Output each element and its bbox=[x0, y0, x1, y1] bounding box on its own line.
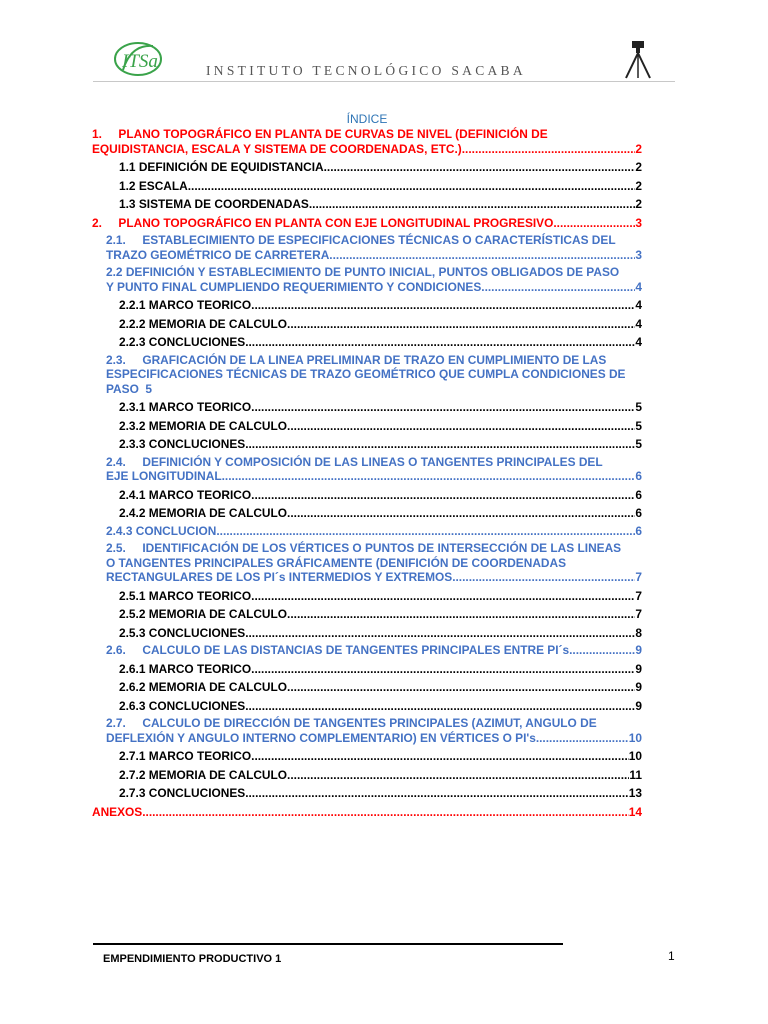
toc-dot-leader bbox=[569, 643, 635, 658]
institution-name: INSTITUTO TECNOLÓGICO SACABA bbox=[206, 63, 526, 78]
toc-page-number: 2 bbox=[635, 160, 642, 174]
toc-entry-line bbox=[119, 506, 642, 521]
toc-entry-label: 2.6.2 MEMORIA DE CALCULO bbox=[119, 680, 288, 694]
toc-page-number: 4 bbox=[635, 279, 642, 294]
toc-entry-label: 2.3.1 MARCO TEORICO bbox=[119, 400, 252, 414]
toc-entry-label: 2. PLANO TOPOGRÁFICO EN PLANTA CON EJE LONGITUDINAL PROGRESIVO bbox=[92, 215, 554, 230]
toc-dot-leader bbox=[251, 749, 629, 764]
toc-entry-label: 2.2.2 MEMORIA DE CALCULO bbox=[119, 316, 288, 331]
footer-divider bbox=[93, 943, 563, 945]
toc-dot-leader bbox=[287, 768, 629, 783]
toc-dot-leader bbox=[251, 400, 635, 415]
toc-entry-line bbox=[106, 248, 642, 263]
toc-entry-label: 1.3 SISTEMA DE COORDENADAS bbox=[119, 197, 309, 211]
toc-entry-line bbox=[119, 589, 642, 604]
toc-entry-label: 2.2.1 MARCO TEORICO bbox=[119, 298, 252, 312]
toc-page-number: 6 bbox=[635, 487, 642, 502]
toc-page-number: 5 bbox=[635, 418, 642, 433]
toc-dot-leader bbox=[222, 469, 636, 484]
toc-page-number: 14 bbox=[628, 804, 642, 819]
toc-entry-label: 2.7.1 MARCO TEORICO bbox=[119, 749, 252, 763]
toc-entry[interactable] bbox=[92, 805, 642, 820]
toc-entry[interactable] bbox=[92, 127, 642, 156]
page-number: 1 bbox=[668, 949, 675, 963]
toc-dot-leader bbox=[245, 626, 635, 641]
toc-page-number: 10 bbox=[628, 730, 642, 745]
toc-entry-label: EQUIDISTANCIA, ESCALA Y SISTEMA DE COORDENADAS, ETC.) bbox=[92, 141, 462, 156]
toc-entry[interactable] bbox=[92, 716, 642, 745]
toc-page-number: 2 bbox=[635, 141, 642, 156]
toc-entry[interactable] bbox=[92, 160, 642, 175]
toc-entry[interactable] bbox=[92, 786, 642, 801]
toc-page-number: 9 bbox=[635, 698, 642, 713]
toc-entry[interactable] bbox=[92, 400, 642, 415]
toc-entry-label: TRAZO GEOMÉTRICO DE CARRETERA bbox=[106, 247, 330, 262]
toc-dot-leader bbox=[287, 680, 635, 695]
toc-entry-line bbox=[119, 626, 642, 641]
toc-entry[interactable] bbox=[92, 541, 642, 585]
toc-entry[interactable] bbox=[92, 626, 642, 641]
toc-entry[interactable] bbox=[92, 353, 642, 397]
toc-entry[interactable] bbox=[92, 197, 642, 212]
toc-entry-label: Y PUNTO FINAL CUMPLIENDO REQUERIMIENTO Y CONDICIONES bbox=[106, 279, 482, 294]
toc-entry[interactable] bbox=[92, 506, 642, 521]
toc-page-number: 6 bbox=[635, 469, 642, 483]
toc-entry[interactable] bbox=[92, 265, 642, 294]
toc-entry[interactable] bbox=[92, 643, 642, 658]
toc-entry[interactable] bbox=[92, 699, 642, 714]
toc-entry-label: 2.3.2 MEMORIA DE CALCULO bbox=[119, 418, 288, 433]
toc-entry-label: 1.2 ESCALA bbox=[119, 178, 188, 193]
toc-entry-line bbox=[119, 437, 642, 452]
footer-title: EMPENDIMIENTO PRODUCTIVO 1 bbox=[103, 953, 282, 965]
toc-entry-line bbox=[106, 643, 642, 658]
toc-entry-line bbox=[119, 662, 642, 677]
toc-entry-line: 2.7. CALCULO DE DIRECCIÓN DE TANGENTES PRINCIPALES (AZIMUT, ANGULO DE bbox=[106, 716, 597, 730]
toc-entry[interactable] bbox=[92, 607, 642, 622]
toc-dot-leader bbox=[245, 335, 635, 350]
toc-entry-line: PASO 5 bbox=[106, 381, 153, 396]
toc-entry-line: 2.1. ESTABLECIMIENTO DE ESPECIFICACIONES TÉCNICAS O CARACTERÍSTICAS DEL bbox=[106, 233, 616, 247]
toc-dot-leader bbox=[287, 317, 635, 332]
toc-dot-leader bbox=[245, 786, 629, 801]
toc-dot-leader bbox=[142, 805, 629, 820]
toc-entry-label: ANEXOS bbox=[92, 804, 143, 819]
toc-entry-label: 2.5.2 MEMORIA DE CALCULO bbox=[119, 607, 288, 621]
toc-page-number: 5 bbox=[635, 437, 642, 451]
toc-entry-label: 2.2.3 CONCLUCIONES bbox=[119, 335, 246, 349]
toc-entry-label: RECTANGULARES DE LOS PI´s INTERMEDIOS Y EXTREMOS bbox=[106, 570, 453, 584]
toc-entry-line: 2.3. GRAFICACIÓN DE LA LINEA PRELIMINAR DE TRAZO EN CUMPLIMIENTO DE LAS bbox=[106, 352, 607, 367]
toc-page-number: 4 bbox=[635, 298, 642, 312]
toc-entry[interactable] bbox=[92, 216, 642, 231]
svg-text:ITSa: ITSa bbox=[122, 51, 158, 72]
toc-dot-leader bbox=[481, 280, 635, 295]
toc-entry-line bbox=[106, 570, 642, 585]
toc-dot-leader bbox=[245, 437, 635, 452]
toc-entry-line bbox=[119, 335, 642, 350]
toc-entry-line bbox=[92, 216, 642, 231]
toc-title: ÍNDICE bbox=[346, 112, 388, 126]
toc-entry-label: 2.6.1 MARCO TEORICO bbox=[119, 661, 252, 676]
toc-entry-line: 1. PLANO TOPOGRÁFICO EN PLANTA DE CURVAS DE NIVEL (DEFINICIÓN DE bbox=[92, 127, 548, 141]
toc-dot-leader bbox=[287, 419, 635, 434]
toc-entry-line bbox=[119, 607, 642, 622]
toc-dot-leader bbox=[309, 197, 636, 212]
toc-page-number: 9 bbox=[635, 661, 642, 676]
toc-entry-label: 2.5.1 MARCO TEORICO bbox=[119, 588, 252, 603]
toc-entry-label: 2.7.2 MEMORIA DE CALCULO bbox=[119, 767, 288, 782]
toc-entry-line bbox=[119, 197, 642, 212]
toc-entry-line bbox=[92, 805, 642, 820]
toc-entry-line bbox=[119, 786, 642, 801]
toc-page-number: 4 bbox=[635, 335, 642, 349]
toc-dot-leader bbox=[251, 298, 635, 313]
toc-dot-leader bbox=[462, 142, 636, 157]
toc-entry-line bbox=[119, 768, 642, 783]
toc-dot-leader bbox=[324, 160, 636, 175]
toc-entry[interactable] bbox=[92, 768, 642, 783]
toc-dot-leader bbox=[245, 699, 635, 714]
toc-entry-label: 2.6. CALCULO DE LAS DISTANCIAS DE TANGENTES PRINCIPALES ENTRE PI´s bbox=[106, 643, 570, 657]
toc-entry-line bbox=[106, 731, 642, 746]
toc-page-number: 7 bbox=[635, 588, 642, 603]
toc-entry-line bbox=[119, 317, 642, 332]
toc-entry-line bbox=[92, 142, 642, 157]
toc-page-number: 6 bbox=[635, 506, 642, 520]
toc-entry[interactable] bbox=[92, 680, 642, 695]
toc-dot-leader bbox=[553, 216, 635, 231]
header-divider bbox=[93, 81, 675, 82]
toc-entry[interactable] bbox=[92, 455, 642, 484]
toc-entry-line bbox=[119, 298, 642, 313]
toc-entry[interactable] bbox=[92, 233, 642, 262]
toc-entry[interactable] bbox=[92, 589, 642, 604]
toc-entry-line bbox=[106, 280, 642, 295]
toc-dot-leader bbox=[251, 662, 635, 677]
toc-page-number: 5 bbox=[635, 400, 642, 414]
toc-entries bbox=[92, 127, 642, 819]
toc-entry-label: 2.4.2 MEMORIA DE CALCULO bbox=[119, 506, 288, 520]
page-header bbox=[93, 38, 675, 82]
toc-page-number: 13 bbox=[628, 786, 642, 800]
toc-page-number: 6 bbox=[635, 523, 642, 538]
toc-dot-leader bbox=[287, 607, 635, 622]
toc-entry[interactable] bbox=[92, 317, 642, 332]
toc-dot-leader bbox=[251, 589, 635, 604]
toc-page-number: 9 bbox=[635, 680, 642, 694]
toc-entry-label: 2.4.3 CONCLUCION bbox=[106, 523, 217, 538]
toc-dot-leader bbox=[452, 570, 635, 585]
toc-entry[interactable] bbox=[92, 662, 642, 677]
toc-dot-leader bbox=[329, 248, 635, 263]
toc-entry-line bbox=[119, 699, 642, 714]
toc-entry[interactable] bbox=[92, 335, 642, 350]
toc-entry-line bbox=[106, 469, 642, 484]
toc-dot-leader bbox=[251, 488, 635, 503]
toc-entry-line bbox=[119, 179, 642, 194]
toc-page-number: 7 bbox=[635, 607, 642, 621]
toc-page-number: 2 bbox=[635, 178, 642, 193]
toc-page-number: 9 bbox=[635, 643, 642, 657]
toc-entry-line bbox=[119, 749, 642, 764]
toc-entry[interactable] bbox=[92, 419, 642, 434]
itsa-logo-icon bbox=[113, 40, 163, 78]
toc-page-number: 8 bbox=[635, 625, 642, 640]
toc-entry-label: 2.3.3 CONCLUCIONES bbox=[119, 437, 246, 451]
toc-entry-label: 2.5.3 CONCLUCIONES bbox=[119, 625, 246, 640]
surveying-tripod-icon bbox=[623, 38, 653, 80]
toc-entry-line: ESPECIFICACIONES TÉCNICAS DE TRAZO GEOMÉTRICO QUE CUMPLA CONDICIONES DE bbox=[106, 367, 626, 381]
toc-entry[interactable] bbox=[92, 488, 642, 503]
toc-entry-label: DEFLEXIÓN Y ANGULO INTERNO COMPLEMENTARIO) EN VÉRTICES O PI's bbox=[106, 730, 536, 745]
toc-entry-line bbox=[119, 680, 642, 695]
toc-page-number: 4 bbox=[635, 316, 642, 331]
toc-entry-line: 2.5. IDENTIFICACIÓN DE LOS VÉRTICES O PUNTOS DE INTERSECCIÓN DE LAS LINEAS bbox=[106, 541, 622, 555]
toc-entry-label: 1.1 DEFINICIÓN DE EQUIDISTANCIA bbox=[119, 160, 324, 174]
toc-entry-label: 2.4.1 MARCO TEORICO bbox=[119, 487, 252, 502]
toc-entry-label: 2.7.3 CONCLUCIONES bbox=[119, 786, 246, 800]
toc-entry[interactable] bbox=[92, 298, 642, 313]
toc-page-number: 10 bbox=[628, 749, 642, 763]
toc-page-number: 3 bbox=[635, 215, 642, 230]
toc-page-number: 11 bbox=[629, 767, 642, 782]
toc-entry-line bbox=[119, 419, 642, 434]
toc-page-number: 7 bbox=[635, 570, 642, 584]
toc-entry[interactable] bbox=[92, 179, 642, 194]
toc-entry-line bbox=[119, 160, 642, 175]
toc-dot-leader bbox=[536, 731, 629, 746]
table-of-contents bbox=[92, 112, 642, 821]
toc-entry-line bbox=[119, 400, 642, 415]
toc-entry-label: 2.6.3 CONCLUCIONES bbox=[119, 698, 246, 713]
toc-entry-line bbox=[106, 524, 642, 539]
toc-entry-label: EJE LONGITUDINAL bbox=[106, 469, 222, 483]
toc-entry[interactable] bbox=[92, 749, 642, 764]
toc-entry-line: 2.2 DEFINICIÓN Y ESTABLECIMIENTO DE PUNTO INICIAL, PUNTOS OBLIGADOS DE PASO bbox=[106, 265, 620, 279]
toc-entry[interactable] bbox=[92, 524, 642, 539]
toc-entry-line bbox=[119, 488, 642, 503]
toc-dot-leader bbox=[216, 524, 635, 539]
toc-entry-line: 2.4. DEFINICIÓN Y COMPOSICIÓN DE LAS LINEAS O TANGENTES PRINCIPALES DEL bbox=[106, 454, 603, 469]
toc-entry[interactable] bbox=[92, 437, 642, 452]
toc-entry-line: O TANGENTES PRINCIPALES GRÁFICAMENTE (DENIFICIÓN DE COORDENADAS bbox=[106, 555, 567, 570]
toc-page-number: 3 bbox=[635, 247, 642, 262]
toc-dot-leader bbox=[287, 506, 635, 521]
toc-dot-leader bbox=[188, 179, 636, 194]
toc-page-number: 2 bbox=[635, 197, 642, 211]
